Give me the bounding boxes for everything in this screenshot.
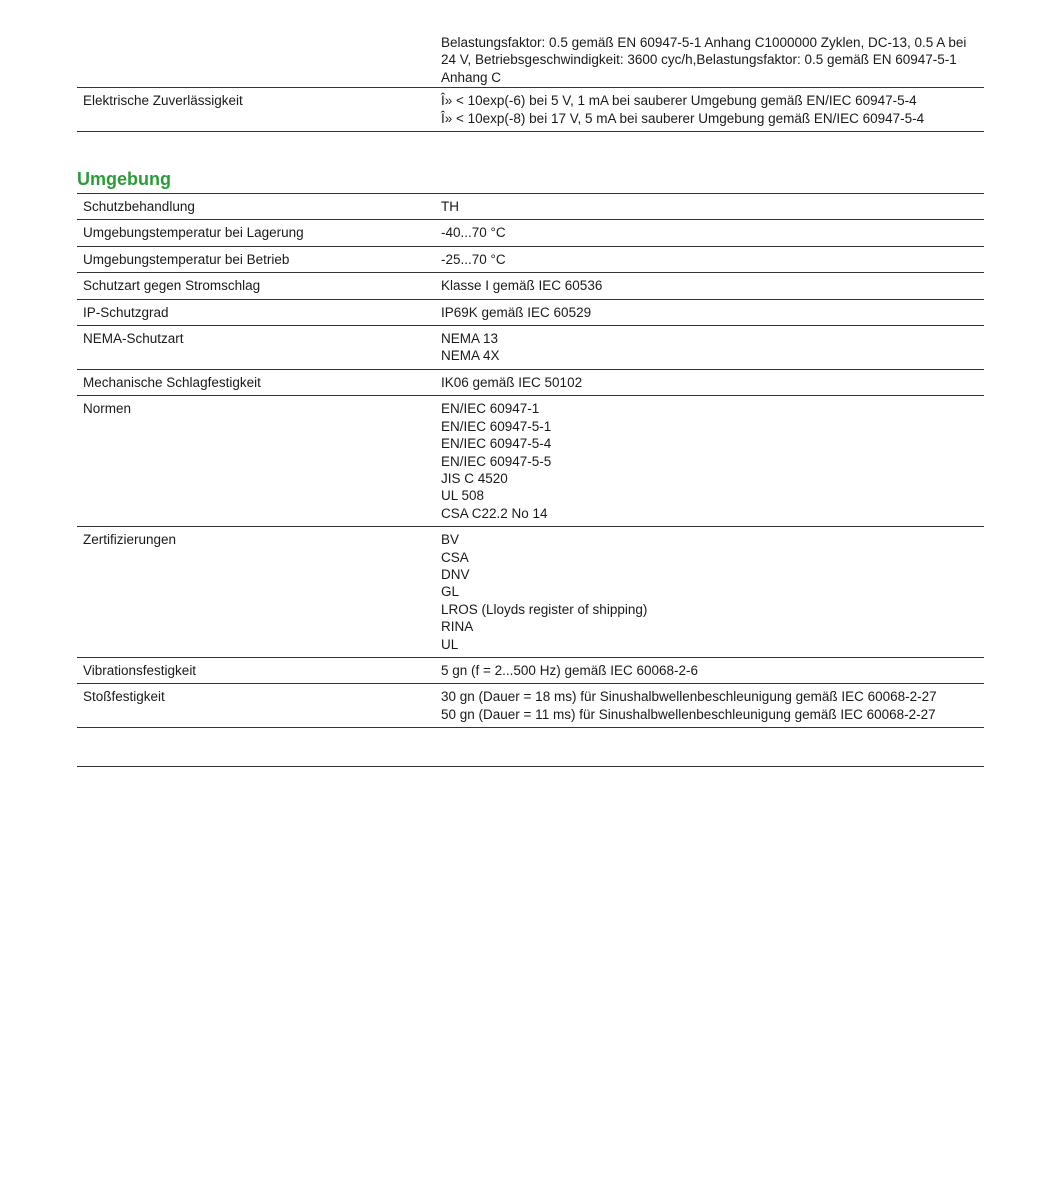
value-line: Î» < 10exp(-6) bei 5 V, 1 mA bei sauberer Umgebung gemäß EN/IEC 60947-5-4 (441, 93, 917, 109)
spec-row-electrical-reliability (77, 88, 984, 132)
spec-row (77, 194, 984, 220)
spec-label: Umgebungstemperatur bei Betrieb (83, 251, 290, 267)
spec-row (77, 247, 984, 273)
spec-value (435, 300, 984, 325)
spec-value (435, 326, 984, 369)
continuation-row (77, 34, 984, 88)
spec-label: Normen (83, 401, 132, 417)
value-line: LROS (Lloyds register of shipping) (441, 601, 648, 617)
spec-label: Zertifizierungen (83, 532, 177, 548)
value-line: EN/IEC 60947-1 (441, 401, 540, 417)
spec-value (435, 684, 984, 727)
value-line: Î» < 10exp(-8) bei 17 V, 5 mA bei sauberer Umgebung gemäß EN/IEC 60947-5-4 (441, 110, 925, 126)
value-line: 5 gn (f = 2...500 Hz) gemäß IEC 60068-2-6 (441, 662, 699, 678)
datasheet-page (77, 0, 984, 767)
spec-label: Elektrische Zuverlässigkeit (83, 93, 243, 109)
value-line: 50 gn (Dauer = 11 ms) für Sinushalbwellenbeschleunigung gemäß IEC 60068-2-27 (441, 706, 936, 722)
value-line: NEMA 4X (441, 348, 500, 364)
value-line: UL 508 (441, 488, 485, 504)
value-line: Belastungsfaktor: 0.5 gemäß EN 60947-5-1 Anhang C (441, 35, 765, 50)
end-divider (77, 766, 984, 767)
environment-spec-table (77, 194, 984, 728)
spec-row (77, 326, 984, 370)
spec-label: Umgebungstemperatur bei Lagerung (83, 225, 304, 241)
spec-value (435, 220, 984, 245)
spec-value (435, 396, 984, 526)
spec-row (77, 684, 984, 728)
value-line: Klasse I gemäß IEC 60536 (441, 278, 603, 294)
spec-value (435, 370, 984, 395)
spec-value (435, 194, 984, 219)
value-line: IP69K gemäß IEC 60529 (441, 304, 592, 320)
spec-value (435, 247, 984, 272)
spec-row (77, 527, 984, 658)
value-line: NEMA 13 (441, 331, 499, 347)
spec-row (77, 658, 984, 684)
value-line: DNV (441, 566, 470, 582)
value-line: Belastungsfaktor: 0.5 gemäß EN 60947-5-1 Anhang C (441, 52, 957, 85)
spec-row (77, 370, 984, 396)
previous-section-continuation (77, 0, 984, 132)
value-line: CSA (441, 549, 469, 565)
value-line: JIS C 4520 (441, 470, 508, 486)
spec-value (435, 273, 984, 298)
value-line: IK06 gemäß IEC 50102 (441, 374, 583, 390)
spec-label: NEMA-Schutzart (83, 331, 184, 347)
value-line: UL (441, 636, 459, 652)
spec-label: IP-Schutzgrad (83, 304, 169, 320)
value-line: BV (441, 532, 460, 548)
value-line: TH (441, 199, 459, 215)
value-line: GL (441, 584, 460, 600)
spec-row (77, 396, 984, 527)
spec-value (435, 88, 984, 131)
spec-row (77, 300, 984, 326)
spec-label: Schutzart gegen Stromschlag (83, 278, 261, 294)
value-line: -40...70 °C (441, 225, 506, 241)
value-line: EN/IEC 60947-5-4 (441, 436, 552, 452)
section-title-umgebung: Umgebung (77, 168, 984, 194)
spec-label: Vibrationsfestigkeit (83, 662, 197, 678)
spec-label: Mechanische Schlagfestigkeit (83, 374, 261, 390)
spec-row (77, 220, 984, 246)
continuation-value (77, 34, 984, 87)
spec-row (77, 273, 984, 299)
value-line: 1000000 Zyklen, DC-13, 0.5 A bei 24 V, Betriebsgeschwindigkeit: 3600 cyc/h, (441, 35, 967, 68)
value-line: RINA (441, 619, 474, 635)
spec-value (435, 658, 984, 683)
spec-value (435, 527, 984, 657)
spec-label: Schutzbehandlung (83, 199, 195, 215)
value-line: 30 gn (Dauer = 18 ms) für Sinushalbwellenbeschleunigung gemäß IEC 60068-2-27 (441, 689, 937, 705)
value-line: EN/IEC 60947-5-1 (441, 418, 552, 434)
spec-label: Stoßfestigkeit (83, 689, 165, 705)
value-line: EN/IEC 60947-5-5 (441, 453, 552, 469)
value-line: -25...70 °C (441, 251, 506, 267)
value-line: CSA C22.2 No 14 (441, 505, 548, 521)
